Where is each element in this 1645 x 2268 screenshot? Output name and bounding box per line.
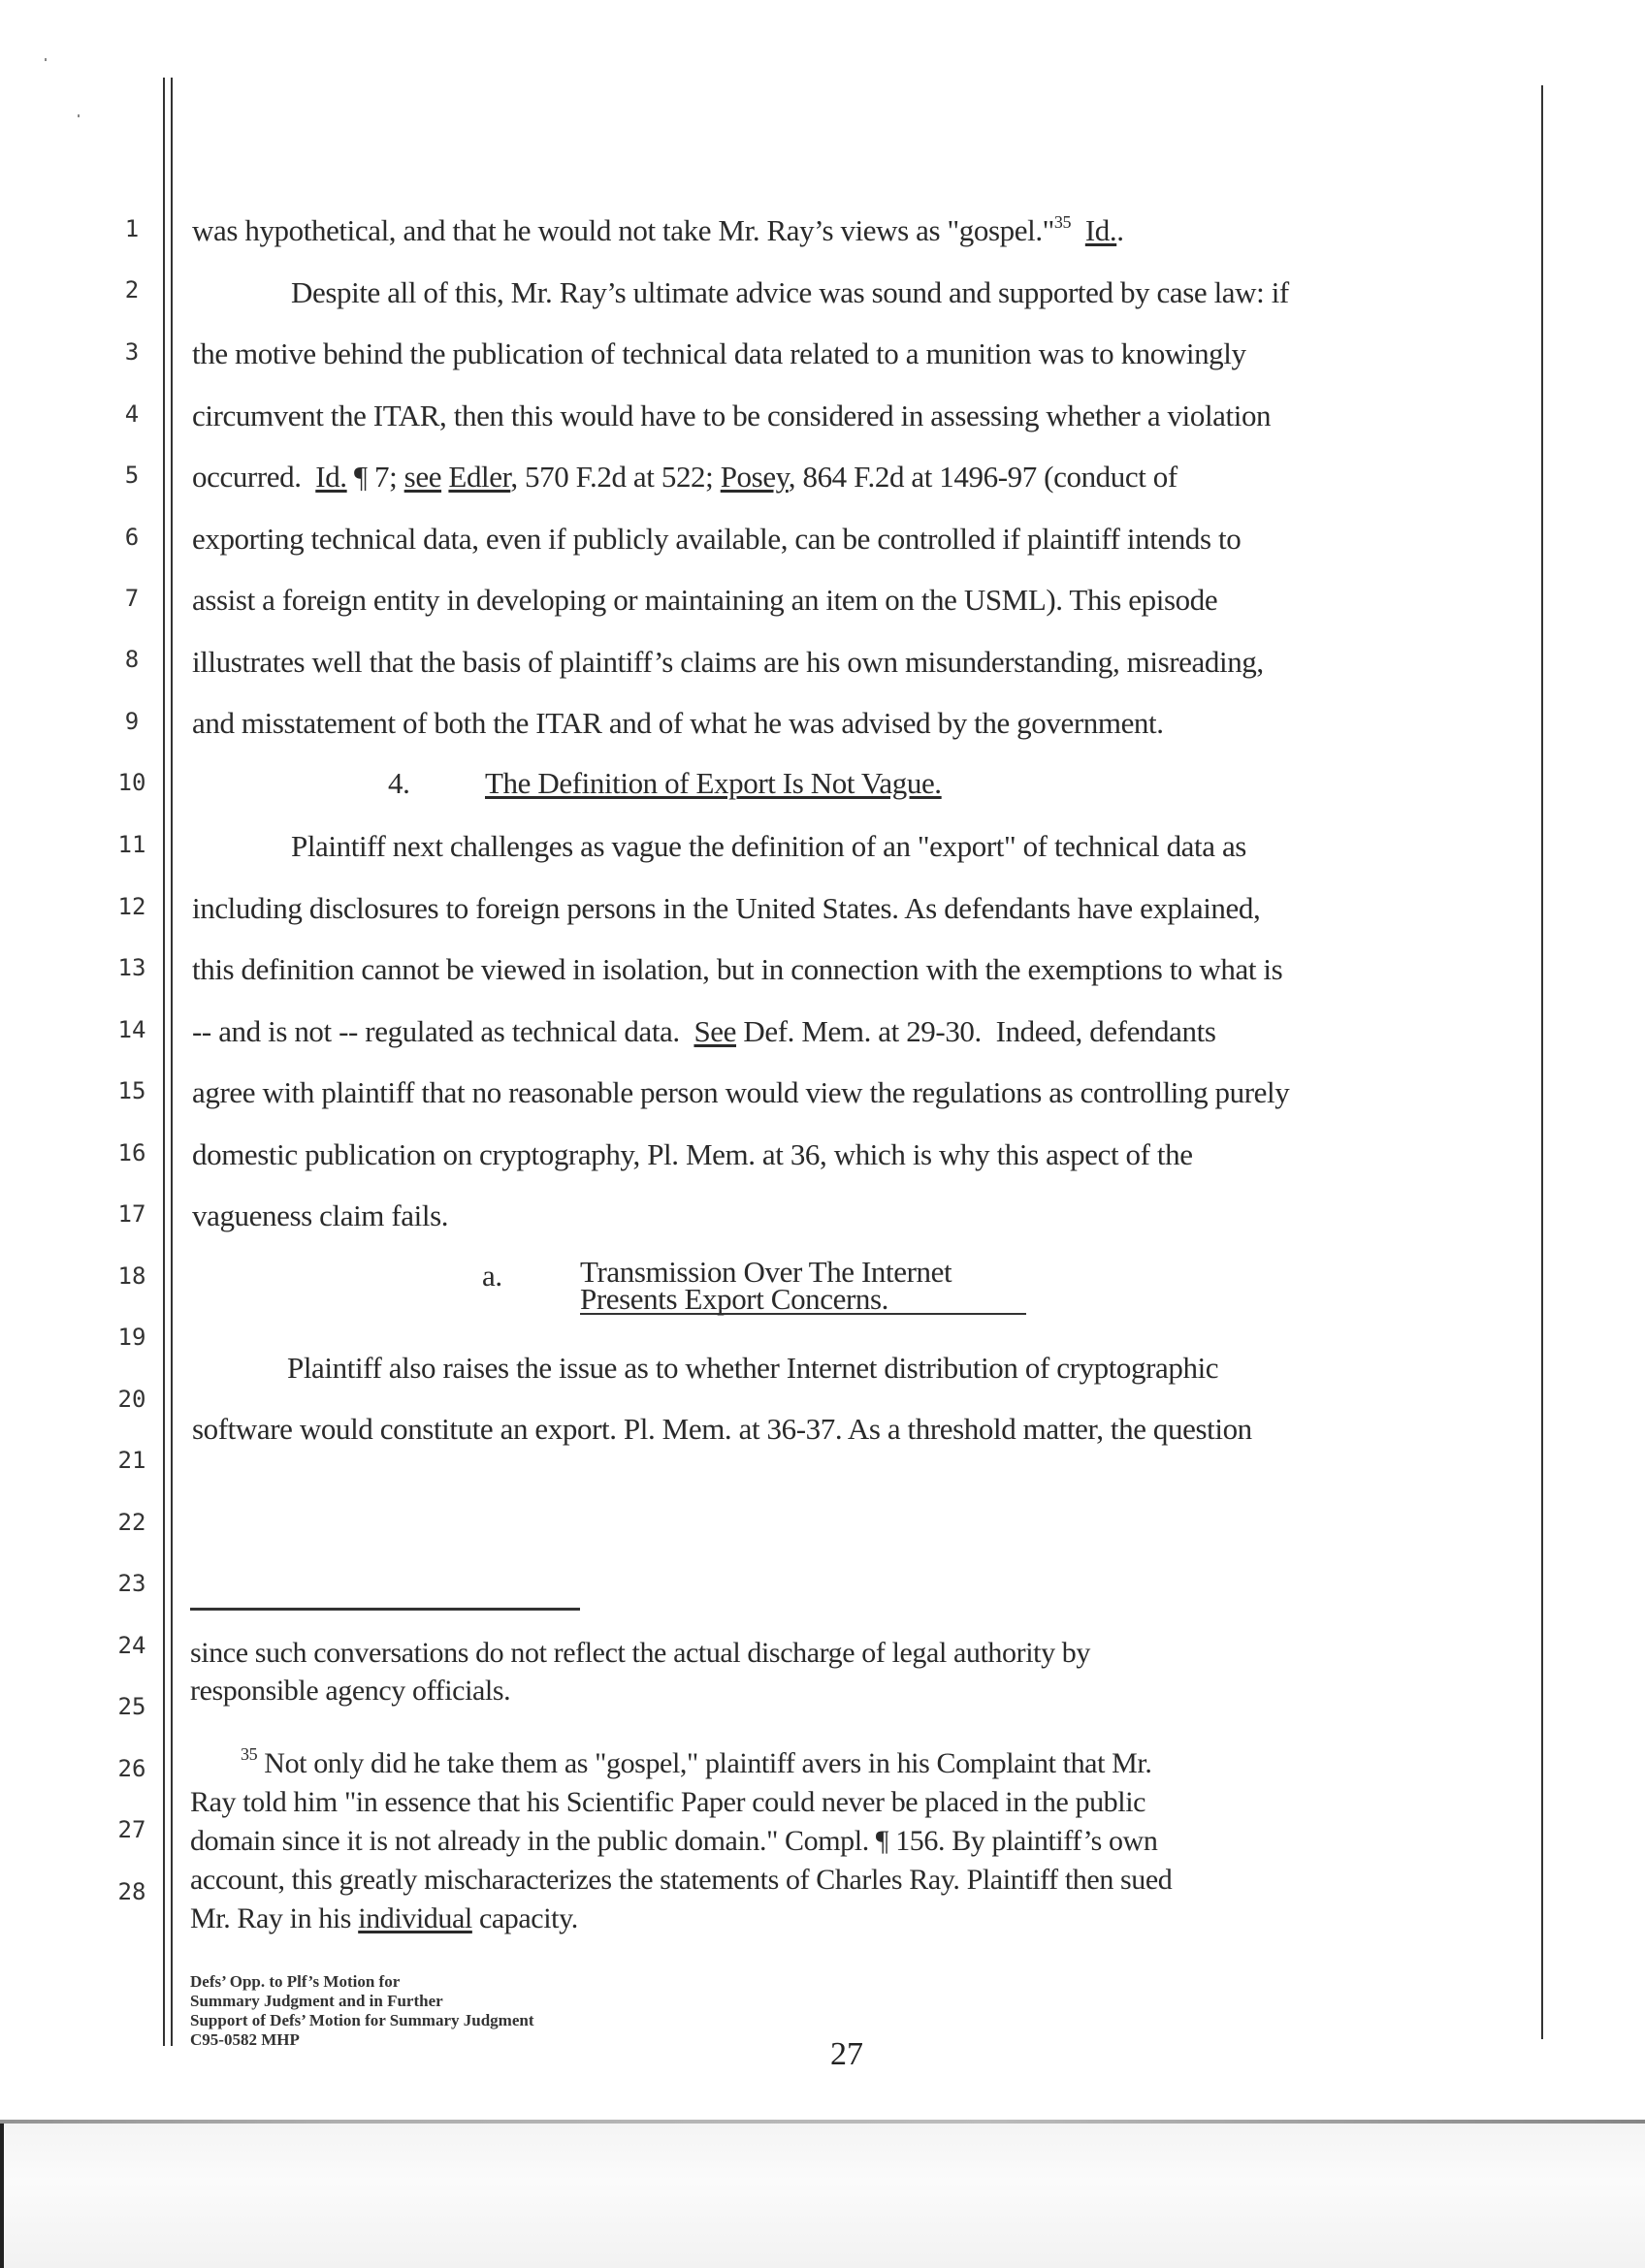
body-line-5 [192, 460, 1177, 495]
citation-id: Id. [315, 460, 347, 494]
line-number: 1 [124, 215, 140, 242]
line-number: 21 [117, 1447, 146, 1474]
line-number: 24 [117, 1632, 146, 1659]
footnote-continuation-line-2: responsible agency officials. [190, 1675, 511, 1707]
body-line-11: Plaintiff next challenges as vague the definition of an "export" of technical data as [291, 829, 1246, 863]
left-margin-rule-outer [163, 78, 165, 2046]
line-number: 8 [124, 646, 140, 673]
footnote-35-line-5 [190, 1902, 578, 1935]
subsection-heading-line-2 [580, 1282, 1026, 1316]
line-number: 23 [117, 1570, 146, 1597]
body-line-16: domestic publication on cryptography, Pl. Mem. at 36, which is why this aspect of the [192, 1137, 1193, 1171]
line-number: 25 [117, 1693, 146, 1720]
citation-id: Id. [1084, 213, 1117, 247]
case-number: C95-0582 MHP [190, 2030, 300, 2049]
body-line-4: circumvent the ITAR, then this would have to be considered in assessing whether a violation [192, 399, 1272, 432]
scanner-background [0, 2124, 1645, 2268]
line-number: 22 [117, 1509, 146, 1536]
text: . [1116, 213, 1124, 247]
body-line-2: Despite all of this, Mr. Ray’s ultimate advice was sound and supported by case law: if [291, 275, 1289, 309]
line-number: 14 [117, 1016, 146, 1043]
body-line-6: exporting technical data, even if publicly available, can be controlled if plaintiff intends to [192, 522, 1242, 556]
line-number: 6 [124, 524, 140, 551]
text: Mr. Ray in his [190, 1902, 359, 1934]
right-margin-rule [1541, 85, 1543, 2039]
body-line-15: agree with plaintiff that no reasonable person would view the regulations as controlling purely [192, 1075, 1290, 1109]
footnote-ref-35: 35 [1053, 212, 1072, 232]
line-number: 27 [117, 1816, 146, 1843]
footer-caption [190, 1972, 533, 2050]
footnote-35-line-3: domain since it is not already in the public domain." Compl. ¶ 156. By plaintiff’s own [190, 1825, 1158, 1857]
line-number: 28 [117, 1878, 146, 1905]
line-number: 11 [117, 831, 146, 858]
body-line-17: vagueness claim fails. [192, 1198, 449, 1232]
line-number: 26 [117, 1755, 146, 1782]
body-line-8: illustrates well that the basis of plaintiff’s claims are his own misunderstanding, misreading, [192, 645, 1264, 679]
text: capacity. [471, 1902, 578, 1934]
line-number: 20 [117, 1386, 146, 1413]
text: Presents Export Concerns. [580, 1282, 889, 1316]
body-line-13: this definition cannot be viewed in isolation, but in connection with the exemptions to what is [192, 952, 1283, 986]
text: , 864 F.2d at 1496-97 (conduct of [788, 460, 1177, 494]
line-number: 12 [117, 893, 146, 920]
footnote-35-line-4: account, this greatly mischaracterizes the statements of Charles Ray. Plaintiff then sued [190, 1864, 1173, 1896]
body-line-1 [192, 213, 1124, 248]
footnote-marker-35: 35 [241, 1744, 258, 1764]
caption-line: Defs’ Opp. to Plf’s Motion for [190, 1972, 401, 1991]
body-line-9: and misstatement of both the ITAR and of what he was advised by the government. [192, 706, 1164, 740]
text: ¶ 7; [346, 460, 404, 494]
scan-speck [45, 58, 47, 61]
line-number: 5 [124, 462, 140, 489]
body-line-7: assist a foreign entity in developing or maintaining an item on the USML). This episode [192, 583, 1218, 617]
line-number: 19 [117, 1324, 146, 1351]
scan-speck [78, 114, 80, 117]
section-number: 4. [388, 766, 410, 800]
section-heading: The Definition of Export Is Not Vague. [485, 766, 942, 800]
body-line-3: the motive behind the publication of technical data related to a munition was to knowingly [192, 336, 1246, 370]
line-number: 13 [117, 954, 146, 981]
emphasis-individual: individual [358, 1902, 472, 1934]
line-number: 10 [117, 769, 146, 796]
line-number: 4 [124, 400, 140, 428]
body-line-12: including disclosures to foreign persons in the United States. As defendants have explained, [192, 891, 1261, 925]
line-number: 9 [124, 708, 140, 735]
body-line-14 [192, 1014, 1216, 1049]
citation-see: see [403, 460, 442, 494]
text: Def. Mem. at 29-30. Indeed, defendants [736, 1014, 1216, 1048]
text: Not only did he take them as "gospel," plaintiff avers in his Complaint that Mr. [257, 1747, 1152, 1779]
line-number: 15 [117, 1077, 146, 1104]
footnote-35-line-1 [241, 1744, 1152, 1780]
text: was hypothetical, and that he would not take Mr. Ray’s views as "gospel." [192, 213, 1054, 247]
footnote-continuation-line-1: since such conversations do not reflect the actual discharge of legal authority by [190, 1637, 1090, 1669]
text: occurred. [192, 460, 316, 494]
caption-line: Summary Judgment and in Further [190, 1992, 443, 2010]
subsection-heading [580, 1255, 1026, 1316]
line-number: 18 [117, 1262, 146, 1290]
body-line-20: Plaintiff also raises the issue as to whether Internet distribution of cryptographic [287, 1351, 1219, 1385]
line-number: 16 [117, 1139, 146, 1166]
citation-edler: Edler [448, 460, 511, 494]
page-number: 27 [830, 2036, 863, 2072]
text: -- and is not -- regulated as technical data. [192, 1014, 694, 1048]
scanner-edge [0, 2124, 4, 2268]
footnote-separator [190, 1608, 580, 1611]
subsection-letter: a. [482, 1259, 502, 1293]
line-number: 7 [124, 585, 140, 612]
line-number: 17 [117, 1200, 146, 1228]
text: , 570 F.2d at 522; [510, 460, 721, 494]
caption-line: Support of Defs’ Motion for Summary Judgment [190, 2011, 534, 2029]
citation-see: See [693, 1014, 737, 1048]
left-margin-rule-inner [171, 78, 173, 2046]
line-number: 3 [124, 338, 140, 366]
citation-posey: Posey [720, 460, 789, 494]
line-number: 2 [124, 276, 140, 303]
body-line-21: software would constitute an export. Pl. Mem. at 36-37. As a threshold matter, the question [192, 1412, 1252, 1446]
subsection-heading-line-1: Transmission Over The Internet [580, 1255, 952, 1289]
footnote-35-line-2: Ray told him "in essence that his Scientific Paper could never be placed in the public [190, 1786, 1146, 1818]
